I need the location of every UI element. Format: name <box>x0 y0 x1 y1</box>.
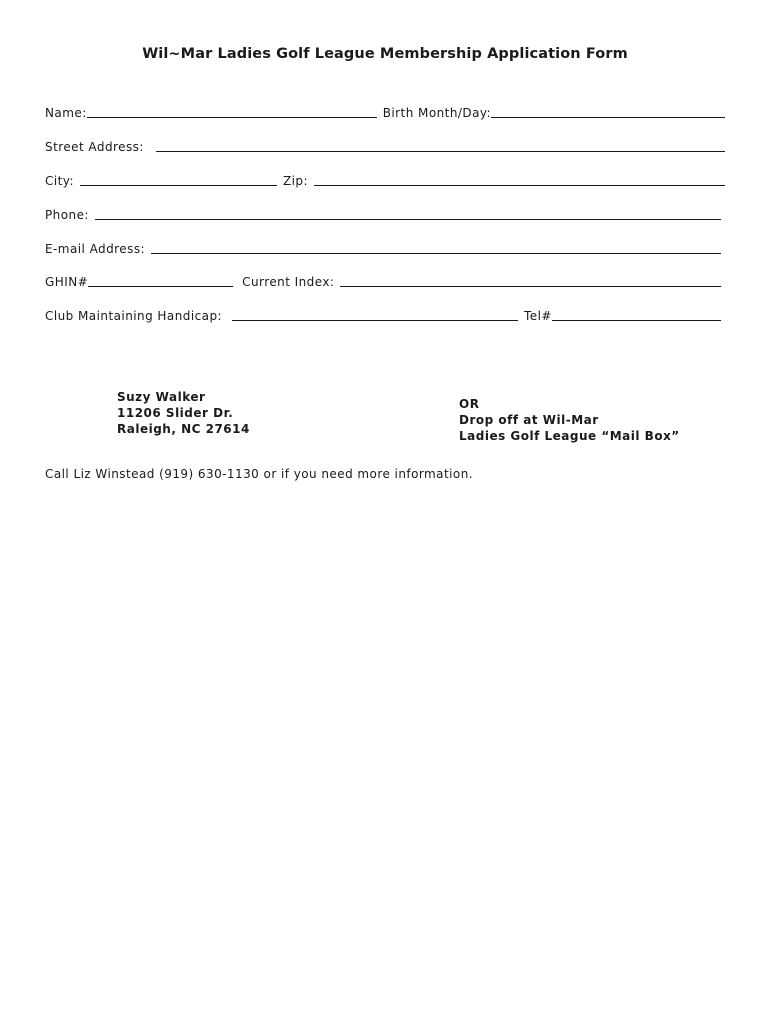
club-handicap-label: Club Maintaining Handicap: <box>45 309 223 323</box>
mail-to-street: 11206 Slider Dr. <box>117 406 234 420</box>
ghin-field[interactable] <box>88 273 233 287</box>
city-field[interactable] <box>80 172 277 186</box>
city-zip-row <box>45 170 725 188</box>
email-row <box>45 238 721 256</box>
phone-label: Phone: <box>45 208 89 222</box>
birth-month-day-field[interactable] <box>491 104 725 118</box>
birth-month-day-label: Birth Month/Day: <box>382 106 492 120</box>
ghin-index-row <box>45 271 721 289</box>
current-index-field[interactable] <box>340 273 721 287</box>
street-row <box>45 136 725 154</box>
street-address-field[interactable] <box>156 138 725 152</box>
club-tel-row <box>45 305 721 323</box>
tel-field[interactable] <box>552 307 721 321</box>
drop-off-block <box>459 396 680 444</box>
drop-off-or: OR <box>459 397 480 411</box>
street-address-label: Street Address: <box>45 140 144 154</box>
city-label: City: <box>45 174 74 188</box>
ghin-label: GHIN# <box>45 275 89 289</box>
tel-label: Tel# <box>524 309 552 323</box>
name-birth-row <box>45 102 725 120</box>
form-title: Wil~Mar Ladies Golf League Membership Application Form <box>142 46 628 62</box>
current-index-label: Current Index: <box>242 275 335 289</box>
name-label: Name: <box>45 106 87 120</box>
mail-to-city: Raleigh, NC 27614 <box>117 422 250 436</box>
email-address-label: E-mail Address: <box>45 242 146 256</box>
mailing-address-block <box>117 389 250 437</box>
drop-off-mailbox: Ladies Golf League “Mail Box” <box>459 429 680 443</box>
drop-off-location: Drop off at Wil-Mar <box>459 413 599 427</box>
mail-to-name: Suzy Walker <box>117 390 206 404</box>
email-address-field[interactable] <box>151 240 721 254</box>
contact-info: Call Liz Winstead (919) 630-1130 or if you need more information. <box>45 467 474 481</box>
phone-row <box>45 204 721 222</box>
zip-field[interactable] <box>314 172 725 186</box>
phone-field[interactable] <box>95 206 721 220</box>
zip-label: Zip: <box>282 174 308 188</box>
club-handicap-field[interactable] <box>232 307 518 321</box>
name-field[interactable] <box>87 104 377 118</box>
